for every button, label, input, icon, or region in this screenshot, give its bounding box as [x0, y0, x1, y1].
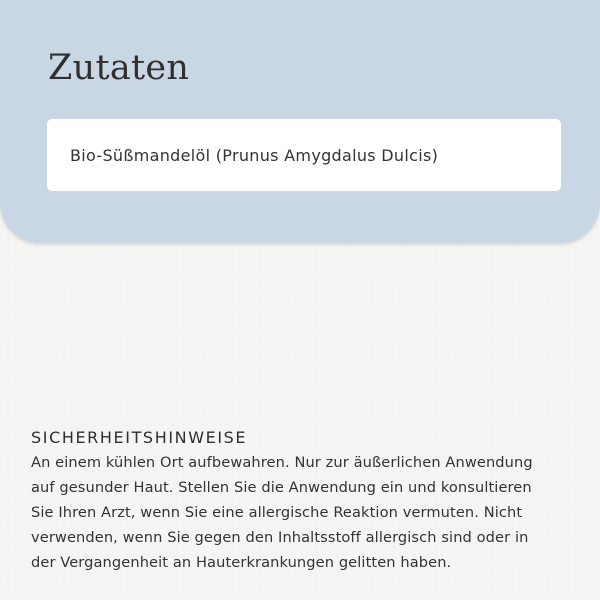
- ingredients-panel: [0, 0, 600, 243]
- ingredients-text: Bio-Süßmandelöl (Prunus Amygdalus Dulcis): [70, 145, 439, 165]
- safety-section: [31, 428, 576, 575]
- ingredients-box: [47, 119, 561, 191]
- safety-text-line: der Vergangenheit an Hauterkrankungen gelitten haben.: [31, 554, 452, 571]
- safety-text-line: An einem kühlen Ort aufbewahren. Nur zur äußerlichen Anwendung: [31, 454, 533, 471]
- ingredients-title: Zutaten: [48, 48, 190, 88]
- safety-text-line: auf gesunder Haut. Stellen Sie die Anwendung ein und konsultieren: [31, 479, 532, 496]
- safety-text-line: verwenden, wenn Sie gegen den Inhaltsstoff allergisch sind oder in: [31, 529, 529, 546]
- safety-text-line: Sie Ihren Arzt, wenn Sie eine allergische Reaktion vermuten. Nicht: [31, 504, 523, 521]
- safety-heading: SICHERHEITSHINWEISE: [31, 428, 248, 447]
- safety-text: [31, 450, 576, 575]
